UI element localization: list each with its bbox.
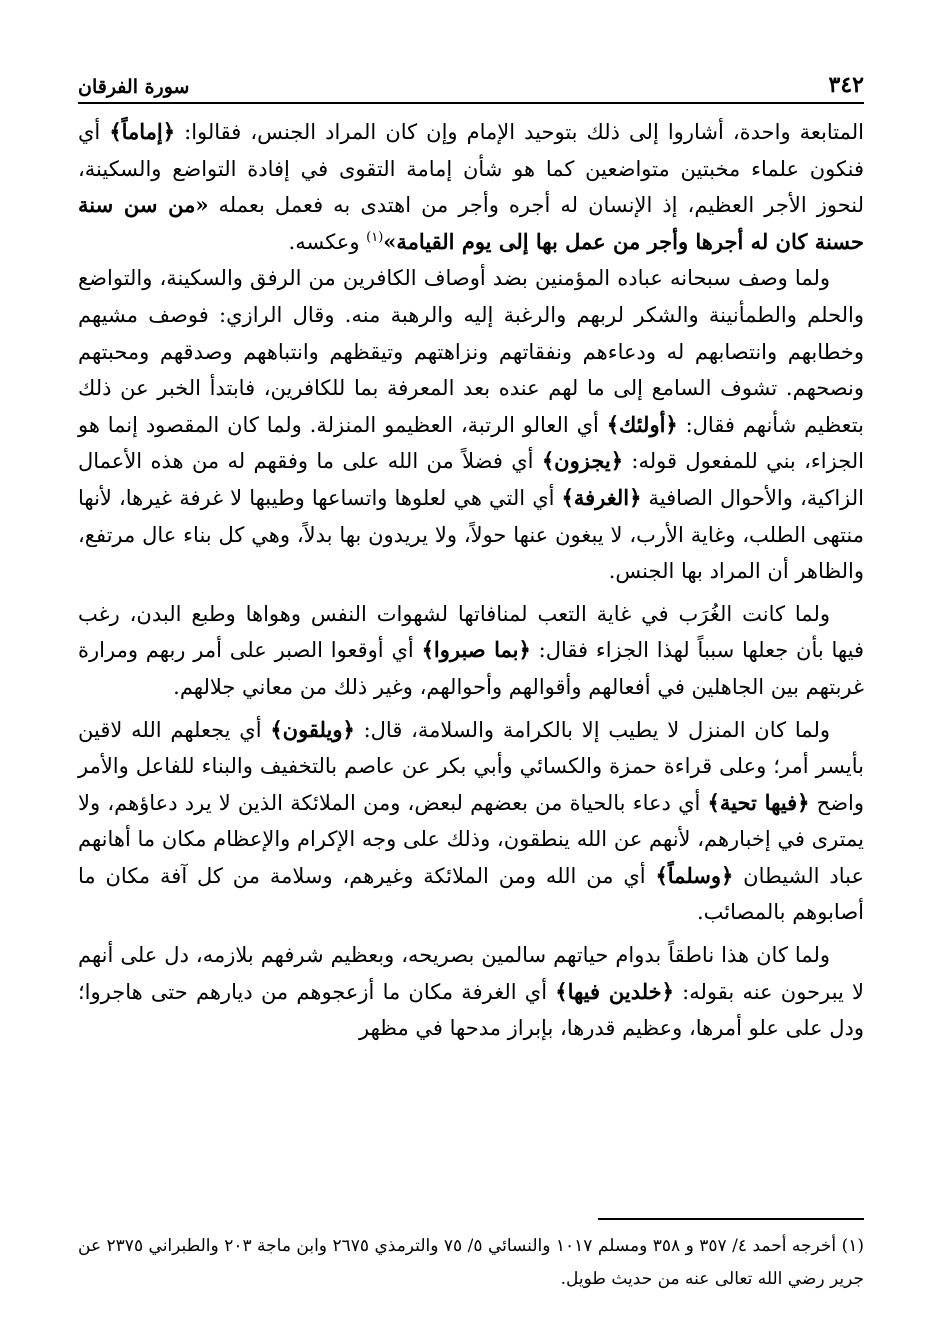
paragraph-1 bbox=[78, 114, 864, 260]
footnote-1: (١) أخرجه أحمد ٤/ ٣٥٧ و ٣٥٨ ومسلم ١٠١٧ والنسائي ٥/ ٧٥ والترمذي ٢٦٧٥ وابن ماجة ٢٠٣ والطبراني ٢٣٧٥ عن جرير رضي الله تعالى عنه من حديث طويل. bbox=[78, 1236, 865, 1289]
text-run: ولما كان هذا ناطقاً بدوام حياتهم سالمين بصريحه، وبعظيم شرفهم بلازمه، دل على أنهم لا يبرحون عنه بقوله: bbox=[78, 943, 864, 1004]
footnotes bbox=[78, 1230, 864, 1296]
quran-quote: ﴿خلدين فيها﴾ bbox=[555, 978, 674, 1004]
paragraph-2 bbox=[78, 260, 864, 589]
paragraph-5 bbox=[78, 937, 864, 1047]
text-run: ولما كانت الغُرَب في غاية التعب لمنافاتها لشهوات النفس وهواها وطبع البدن، رغب فيها بأن جعلها سبباً لهذا الجزاء فقال: bbox=[78, 601, 864, 663]
text-run: أي يجعلهم الله لاقين بأيسر أمر؛ وعلى قراءة حمزة والكسائي وأبي بكر عن عاصم بالتخفيف والبناء للفاعل والأمر واضح bbox=[78, 717, 864, 815]
quran-quote: ﴿يجزون﴾ bbox=[541, 448, 624, 474]
text-run: أي فضلاً من الله على ما وفقهم له من هذه الأعمال الزاكية، والأحوال الصافية bbox=[78, 449, 865, 510]
text-run: ولما وصف سبحانه عباده المؤمنين بضد أوصاف الكافرين من الرفق والسكينة، والتواضع والحلم والطمأنينة والشكر لربهم والرغبة إليه والرهبة منه. وقال الرازي: فوصف مشيهم وخطابهم وانتصابهم له ودعاءهم ونفقاتهم ونزاهتهم وتيقظهم وانتباههم وصدقهم ومحبتهم ونصحهم. تشوف السامع إلى ما لهم عنده بعد المعرفة بما للكافرين، فابتدأ الخبر عن ذلك بتعظيم شأنهم فقال: bbox=[78, 266, 864, 437]
quran-quote: ﴿ويلقون﴾ bbox=[270, 716, 355, 742]
quran-quote: ﴿أولئك﴾ bbox=[606, 411, 678, 437]
text-run: أي فنكون علماء مخبتين متواضعين كما هو شأن إمامة التقوى في إفادة التواضع والسكينة، لنحوز الأجر العظيم، إذ الإنسان له أجره وأجر من اهتدى به فعمل بعمله bbox=[78, 120, 864, 218]
text-run: أي الغرفة مكان ما أزعجوهم من ديارهم حتى هاجروا؛ ودل على علو أمرها، وعظيم قدرها، بإبراز مدحها في مظهر bbox=[78, 979, 864, 1041]
quran-quote: ﴿الغرفة﴾ bbox=[561, 484, 642, 510]
main-text bbox=[78, 114, 864, 1047]
text-run: أي التي هي لعلوها واتساعها وطيبها لا غرفة غيرها، لأنها منتهى الطلب، وغاية الأرب، لا يبغون عنها حولاً، ولا يريدون بها بدلاً، وهي كل بناء عال مرتفع، والظاهر أن المراد بها الجنس. bbox=[78, 485, 864, 584]
quran-quote: ﴿إماماً﴾ bbox=[109, 119, 176, 144]
paragraph-4 bbox=[78, 712, 864, 932]
quran-quote: ﴿وسلماً﴾ bbox=[655, 862, 734, 888]
text-run: أي العالو الرتبة، العظيمو المنزلة. ولما كان المقصود إنما هو الجزاء، بني للمفعول قوله: bbox=[78, 412, 864, 474]
quran-quote: ﴿فيها تحية﴾ bbox=[707, 789, 810, 815]
footnote-reference[interactable]: (١) bbox=[366, 229, 384, 245]
footnote-divider bbox=[598, 1218, 864, 1220]
page-number: ٣٤٢ bbox=[828, 72, 864, 98]
hadith-quote: «من سن سنة حسنة كان له أجرها وأجر من عمل بها إلى يوم القيامة» bbox=[78, 192, 864, 254]
text-run: ولما كان المنزل لا يطيب إلا بالكرامة والسلامة، قال: bbox=[354, 717, 830, 742]
text-run: وعكسه. bbox=[288, 229, 367, 254]
page-header bbox=[78, 62, 864, 104]
text-run: المتابعة واحدة، أشاروا إلى ذلك بتوحيد الإمام وإن كان المراد الجنس، فقالوا: bbox=[175, 120, 864, 144]
paragraph-3 bbox=[78, 596, 864, 706]
text-run: أي دعاء بالحياة من بعضهم لبعض، ومن الملائكة الذين لا يرد دعاؤهم، ولا يمترى في إخبارهم، لأنهم عن الله ينطقون، وذلك على وجه الإكرام والإعظام مكان ما أهانهم عباد الشيطان bbox=[78, 790, 864, 888]
surah-title: سورة الفرقان bbox=[78, 76, 190, 98]
quran-quote: ﴿بما صبروا﴾ bbox=[421, 637, 531, 663]
text-run: أي من الله ومن الملائكة وغيرهم، وسلامة من كل آفة مكان ما أصابوهم بالمصائب. bbox=[78, 863, 864, 925]
text-run: أي أوقعوا الصبر على أمر ربهم ومرارة غربتهم بين الجاهلين في أفعالهم وأقوالهم وأحوالهم، وغير ذلك من معاني جلالهم. bbox=[78, 638, 864, 699]
